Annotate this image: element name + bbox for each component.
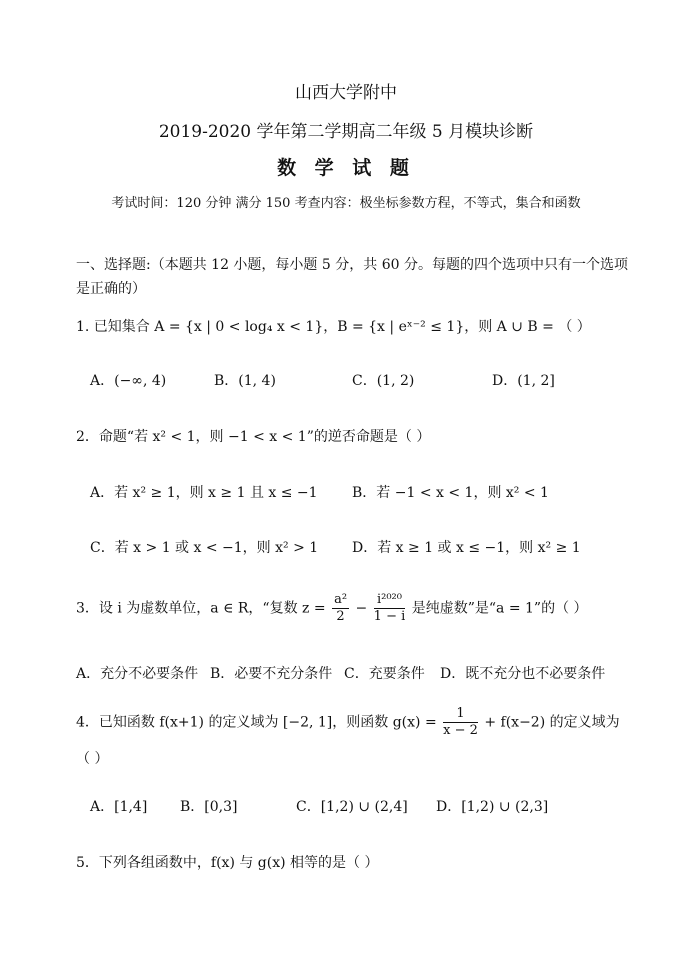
exam-title: 数 学 试 题 (277, 157, 415, 179)
question-4-option-c: C．[1,2) ∪ (2,4] (296, 799, 408, 815)
question-3-fraction-1-numerator: a² (334, 592, 348, 607)
question-3-fraction-2-numerator: i²⁰²⁰ (374, 592, 406, 609)
question-1-option-d: D．(1, 2] (492, 373, 555, 389)
question-2-option-b: B．若 −1 < x < 1，则 x² < 1 (352, 485, 549, 501)
question-4-fraction-denominator: x − 2 (443, 723, 478, 738)
question-3-stem-pre: 3．设 i 为虚数单位，a ∈ R，“复数 z = (76, 600, 326, 617)
question-2-option-c: C．若 x > 1 或 x < −1，则 x² > 1 (90, 540, 319, 556)
question-3-stem-post: 是纯虚数”是“a = 1”的（ ） (411, 600, 588, 617)
question-3-option-b: B．必要不充分条件 (210, 666, 333, 682)
section-heading: 一、选择题:（本题共 12 小题，每小题 5 分，共 60 分。每题的四个选项中只有一个选项是正确的） (76, 257, 628, 297)
school-name: 山西大学附中 (295, 83, 397, 103)
question-3-option-d: D．既不充分也不必要条件 (440, 666, 606, 682)
question-3-minus: − (355, 600, 368, 617)
question-2-stem: 2．命题“若 x² < 1，则 −1 < x < 1”的逆否命题是（ ） (76, 429, 431, 445)
exam-subtitle: 2019-2020 学年第二学期高二年级 5 月模块诊断 (158, 122, 534, 142)
question-1-option-a: A．(−∞, 4) (90, 373, 167, 389)
question-2-option-d: D．若 x ≥ 1 或 x ≤ −1，则 x² ≥ 1 (352, 540, 581, 556)
question-3-option-c: C．充要条件 (344, 666, 425, 682)
question-4-stem-post: + f(x−2) 的定义域为 (484, 714, 620, 731)
question-4-option-d: D．[1,2) ∪ (2,3] (436, 799, 549, 815)
question-3-stem (76, 592, 588, 625)
question-3-fraction-2-denominator: 1 − i (373, 609, 406, 624)
question-4-stem-line2: （ ） (76, 751, 109, 767)
question-1-option-b: B．(1, 4) (214, 373, 276, 389)
question-3-option-a: A．充分不必要条件 (76, 666, 199, 682)
question-4-option-a: A．[1,4] (90, 799, 148, 815)
question-4-option-b: B．[0,3] (180, 799, 238, 815)
question-4-fraction-numerator: 1 (443, 706, 478, 723)
question-1-option-c: C．(1, 2) (352, 373, 415, 389)
question-5-stem: 5．下列各组函数中，f(x) 与 g(x) 相等的是（ ） (76, 855, 379, 871)
question-3-fraction-1-denominator: 2 (336, 609, 345, 624)
question-3-fraction-1 (332, 592, 349, 625)
question-3-fraction-2 (374, 592, 406, 625)
question-4-stem (76, 706, 620, 739)
question-4-fraction (443, 706, 478, 739)
question-2-option-a: A．若 x² ≥ 1，则 x ≥ 1 且 x ≤ −1 (90, 485, 318, 501)
question-4-stem-pre: 4．已知函数 f(x+1) 的定义域为 [−2, 1]，则函数 g(x) = (76, 714, 437, 731)
exam-meta: 考试时间：120 分钟 满分 150 考查内容：极坐标参数方程，不等式，集合和函数 (111, 196, 581, 211)
question-1-stem: 1. 已知集合 A = {x | 0 < log₄ x < 1}，B = {x | eˣ⁻² ≤ 1}，则 A ∪ B = （ ） (76, 319, 591, 335)
